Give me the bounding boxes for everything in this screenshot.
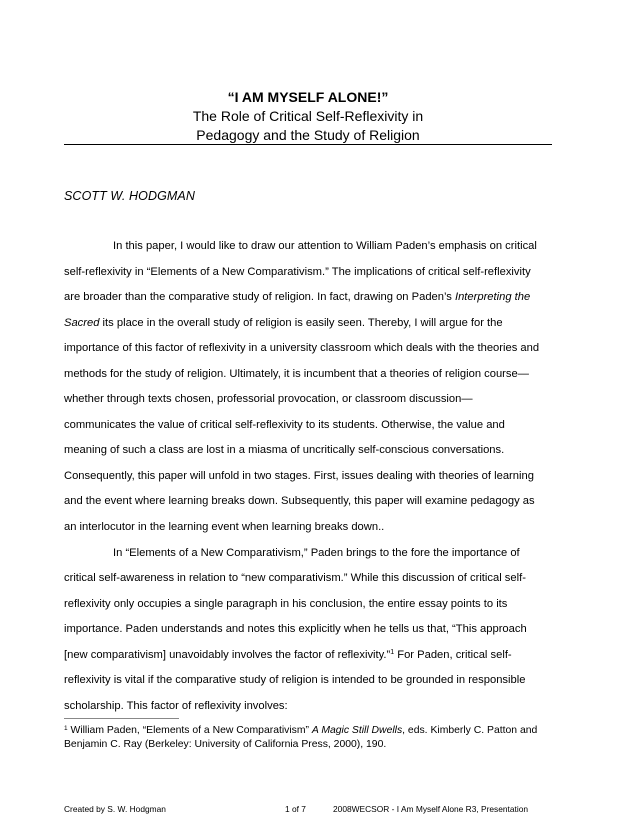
footnote-divider xyxy=(64,718,179,719)
text-line xyxy=(64,311,554,337)
text-line: meaning of such a class are lost in a miasma of uncritically self-conscious conversations. xyxy=(64,444,505,457)
title-block xyxy=(64,88,552,145)
subtitle-line-2: Pedagogy and the Study of Religion xyxy=(196,127,420,143)
footnote-reference[interactable]: 1 xyxy=(390,648,395,656)
book-title: A Magic Still Dwells xyxy=(311,725,403,736)
footnote-marker: 1 xyxy=(64,725,68,732)
text-run: William Paden, “Elements of a New Comparativism” xyxy=(67,725,312,736)
text-line: reflexivity is vital if the comparative study of religion is intended to be grounded in responsible xyxy=(64,674,526,687)
page-title: “I AM MYSELF ALONE!” xyxy=(227,89,389,105)
text-run: For Paden, critical self- xyxy=(394,648,512,661)
text-line xyxy=(64,643,554,669)
text-line: self-reflexivity in “Elements of a New Comparativism.” The implications of critical self-reflexivity xyxy=(64,265,531,278)
body-text xyxy=(64,234,554,719)
text-line: methods for the study of religion. Ultimately, it is incumbent that a theories of religion course— xyxy=(64,367,529,380)
book-title: Interpreting the xyxy=(454,291,531,304)
text-line: an interlocutor in the learning event when learning breaks down.. xyxy=(64,521,385,534)
footnote xyxy=(64,724,564,752)
subtitle-line-1: The Role of Critical Self-Reflexivity in xyxy=(192,108,424,124)
text-run: [new comparativism] unavoidably involves the factor of reflexivity.” xyxy=(64,648,391,661)
text-line: critical self-awareness in relation to “new comparativism.” While this discussion of critical self- xyxy=(64,572,526,585)
page-number: 1 of 7 xyxy=(285,804,306,814)
text-run: its place in the overall study of religion is easily seen. Thereby, I will argue for the xyxy=(99,316,503,329)
footer-credit: Created by S. W. Hodgman xyxy=(64,804,166,814)
text-run: are broader than the comparative study of religion. In fact, drawing on Paden’s xyxy=(64,291,455,304)
footnote-line-1 xyxy=(64,724,564,738)
book-title: Sacred xyxy=(64,316,100,329)
paragraph-2 xyxy=(64,541,554,720)
text-line: reflexivity only occupies a single paragraph in his conclusion, the entire essay points to its xyxy=(64,597,508,610)
text-line xyxy=(64,285,554,311)
text-line: communicates the value of critical self-reflexivity to its students. Otherwise, the value and xyxy=(64,418,505,431)
title-divider xyxy=(64,144,552,145)
text-line: scholarship. This factor of reflexivity involves: xyxy=(64,699,288,712)
paragraph-1 xyxy=(64,234,554,541)
author-name: SCOTT W. HODGMAN xyxy=(64,189,195,203)
footer-document-name: 2008WECSOR - I Am Myself Alone R3, Presentation xyxy=(333,804,529,814)
footnote-line-2: Benjamin C. Ray (Berkeley: University of California Press, 2000), 190. xyxy=(64,739,387,750)
text-run: , eds. Kimberly C. Patton and xyxy=(402,725,538,736)
text-line: importance. Paden understands and notes this explicitly when he tells us that, “This approach xyxy=(64,623,527,636)
text-line: importance of this factor of reflexivity in a university classroom which deals with the theories and xyxy=(64,342,540,355)
text-line: and the event where learning breaks down. Subsequently, this paper will examine pedagogy as xyxy=(64,495,535,508)
text-line: Consequently, this paper will unfold in two stages. First, issues dealing with theories of learning xyxy=(64,469,534,482)
text-line: whether through texts chosen, professorial provocation, or classroom discussion— xyxy=(64,393,473,406)
text-line: In this paper, I would like to draw our attention to William Paden’s emphasis on critical xyxy=(113,240,537,252)
text-line: In “Elements of a New Comparativism,” Paden brings to the fore the importance of xyxy=(113,546,520,559)
